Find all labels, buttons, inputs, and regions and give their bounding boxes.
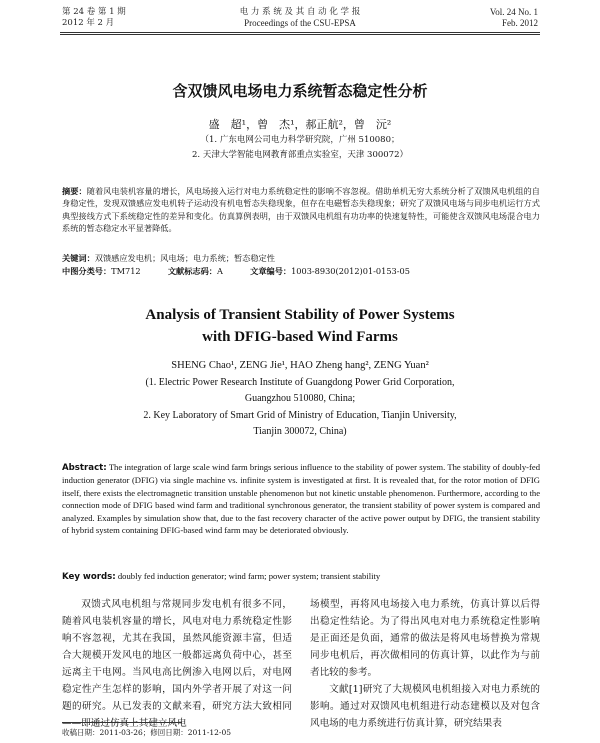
en-keywords-text: doubly fed induction generator; wind farm; power system; transient stability [117,571,381,581]
header-journal-cn: 电 力 系 统 及 其 自 动 化 学 报 [239,7,361,17]
header-journal-en: Proceedings of the CSU-EPSA [244,18,356,28]
header-volume-cn: 第 24 卷 第 1 期 [62,7,126,17]
article-no-value: 1003-8930(2012)01-0153-05 [291,266,410,276]
cn-keywords-text: 双馈感应发电机；风电场；电力系统；暂态稳定性 [94,253,275,263]
clc-label: 中图分类号： [62,266,112,276]
en-title-line-1: Analysis of Transient Stability of Power Systems [145,307,455,323]
cn-classification-line [62,265,540,277]
clc-value: TM712 [111,266,141,276]
cn-abstract-text: 随着风电装机容量的增长，风电场接入运行对电力系统稳定性的影响不容忽视。借助单机无穷大系统分析了双馈风电机组的自身稳定性，发现双馈感应发电机转子运动没有机电暂态失稳现象，但存在电磁暂态失稳现象；研究了双馈风电场与同步电机运行方式典型接线方式下系统稳定性的差异和变化。仿真算例表明，由于双馈风电机组有功功率的快速复特性，可能使含双馈风电场混合电力系统的暂态稳定水平显著降低。 [62,186,540,234]
body-paragraph-2: 场模型，再将风电场接入电力系统，仿真计算以后得出稳定性结论。为了得出风电对电力系统稳定性影响是正面还是负面，通常的做法是将风电场替换为常规同步电机后，再次做相同的仿真计算，以此作为与前者比较的参考。 [310,599,540,678]
en-title-line-2: with DFIG-based Wind Farms [202,329,398,345]
doc-code-value: A [216,266,223,276]
en-abstract [62,461,540,536]
cn-affiliation-1: （1. 广东电网公司电力科学研究院，广州 510080； [200,135,400,145]
footnote-rule [62,722,182,723]
en-affiliation-line-3: 2. Key Laboratory of Smart Grid of Ministry of Education, Tianjin University, [143,410,457,421]
en-abstract-label: Abstract: [62,463,107,473]
header-rule-second [60,34,540,35]
cn-abstract [62,185,540,235]
body-column-left [62,596,292,729]
cn-abstract-label: 摘要： [62,186,87,196]
footnote-received: 收稿日期：2011-03-26；修回日期：2011-12-05 [62,728,231,737]
header-date-en: Feb. 2012 [502,18,538,28]
en-authors: SHENG Chao¹, ZENG Jie¹, HAO Zheng hang², ZENG Yuan² [171,360,429,371]
cn-title: 含双馈风电场电力系统暂态稳定性分析 [172,82,428,100]
body-paragraph-1: 双馈式风电机组与常规同步发电机有很多不同，随着风电装机容量的增长，风电对电力系统稳定性影响不容忽视，尤其在我国，虽然风能资源丰富，但适合大规模开发风电的地区一般都远离负荷中心，甚至远离主干电网。当风电高比例渗入电网以后，对电网稳定性产生怎样的影响，国内外学者开展了对这一问题的研究。从已发表的文献来看，研究方法大致相同——即通过仿真上其建立风电 [62,599,292,729]
header-volume-en: Vol. 24 No. 1 [489,7,538,17]
header-rule [60,32,540,33]
cn-authors: 盛 超¹，曾 杰¹，郝正航²，曾 沅² [208,118,392,131]
en-affiliation-line-1: (1. Electric Power Research Institute of Guangdong Power Grid Corporation, [145,377,455,388]
en-affiliation-line-4: Tianjin 300072, China) [253,426,347,437]
cn-keywords-label: 关键词： [62,253,95,263]
cn-keywords [62,252,540,264]
header-date-cn: 2012 年 2 月 [62,18,115,28]
en-abstract-text: The integration of large scale wind farm brings serious influence to the stability of power system. The stability of doubly-fed induction generator (DFIG) via single machine vs. infinite system is investigated at first. It is revealed that, for the rotor motion of DFIG itself, there exists the electromagnetic transition unstable phenomenon but not kinetic unstable phenomenon. Furthermore, according to the connection mode of DFIG based wind farm and traditional synchronous generator, the transient stability of power system is compared and analyzed. Examples by simulation show that, due to the fast recovery character of the active power output by DFIG, the transient stability of hybrid system containing DFIG-based wind farm may be deteriorated obviously. [62,462,541,536]
cn-affiliation-2: 2. 天津大学智能电网教育部重点实验室，天津 300072） [192,150,408,160]
en-affiliation-line-2: Guangzhou 510080, China; [244,393,356,404]
en-keywords [62,570,540,583]
body-column-right [310,596,540,729]
article-no-label: 文章编号： [250,266,292,276]
doc-code-label: 文献标志码： [167,266,217,276]
en-keywords-label: Key words: [62,572,116,582]
body-paragraph-3: 文献[1]研究了大规模风电机组接入对电力系统的影响。通过对双馈风电机组进行动态建模以及对包含风电场的电力系统进行仿真计算，研究结果表 [310,684,540,729]
